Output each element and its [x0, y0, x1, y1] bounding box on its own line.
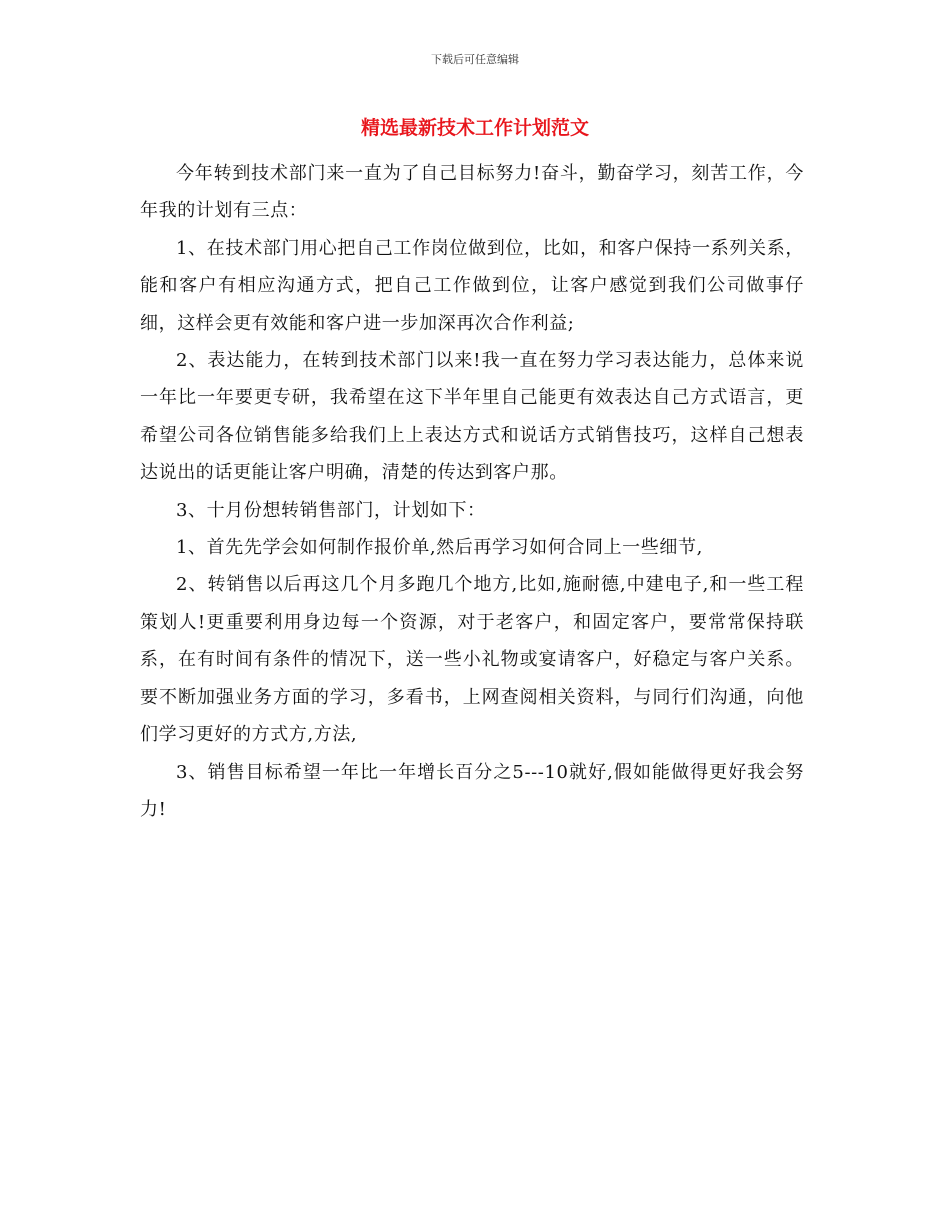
document-body: [140, 155, 804, 828]
paragraph-sub-2: 2、转销售以后再这几个月多跑几个地方,比如,施耐德,中建电子,和一些工程策划人!更重要利用身边每一个资源，对于老客户，和固定客户，要常常保持联系，在有时间有条件的情况下，送一些小礼物或宴请客户，好稳定与客户关系。要不断加强业务方面的学习，多看书，上网查阅相关资料，与同行们沟通，向他们学习更好的方式方,方法,: [140, 574, 804, 746]
paragraph-plan-2: 2、表达能力，在转到技术部门以来!我一直在努力学习表达能力，总体来说一年比一年要更专研，我希望在这下半年里自己能更有效表达自己方式语言，更希望公司各位销售能多给我们上上表达方式和说话方式销售技巧，这样自己想表达说出的话更能让客户明确，清楚的传达到客户那。: [140, 350, 804, 484]
paragraph-sub-3: 3、销售目标希望一年比一年增长百分之5---10就好,假如能做得更好我会努力!: [140, 761, 804, 820]
paragraph-plan-1: 1、在技术部门用心把自己工作岗位做到位，比如，和客户保持一系列关系，能和客户有相应沟通方式，把自己工作做到位，让客户感觉到我们公司做事仔细，这样会更有效能和客户进一步加深再次合作利益;: [140, 237, 804, 334]
paragraph-plan-3: 3、十月份想转销售部门，计划如下：: [176, 499, 486, 521]
paragraph-intro: 今年转到技术部门来一直为了自己目标努力!奋斗，勤奋学习，刻苦工作，今年我的计划有三点：: [140, 163, 804, 222]
document-title: 精选最新技术工作计划范文: [360, 117, 589, 139]
page-header: 下载后可任意编辑: [431, 53, 519, 66]
paragraph-sub-1: 1、首先先学会如何制作报价单,然后再学习如何合同上一些细节,: [176, 537, 703, 559]
